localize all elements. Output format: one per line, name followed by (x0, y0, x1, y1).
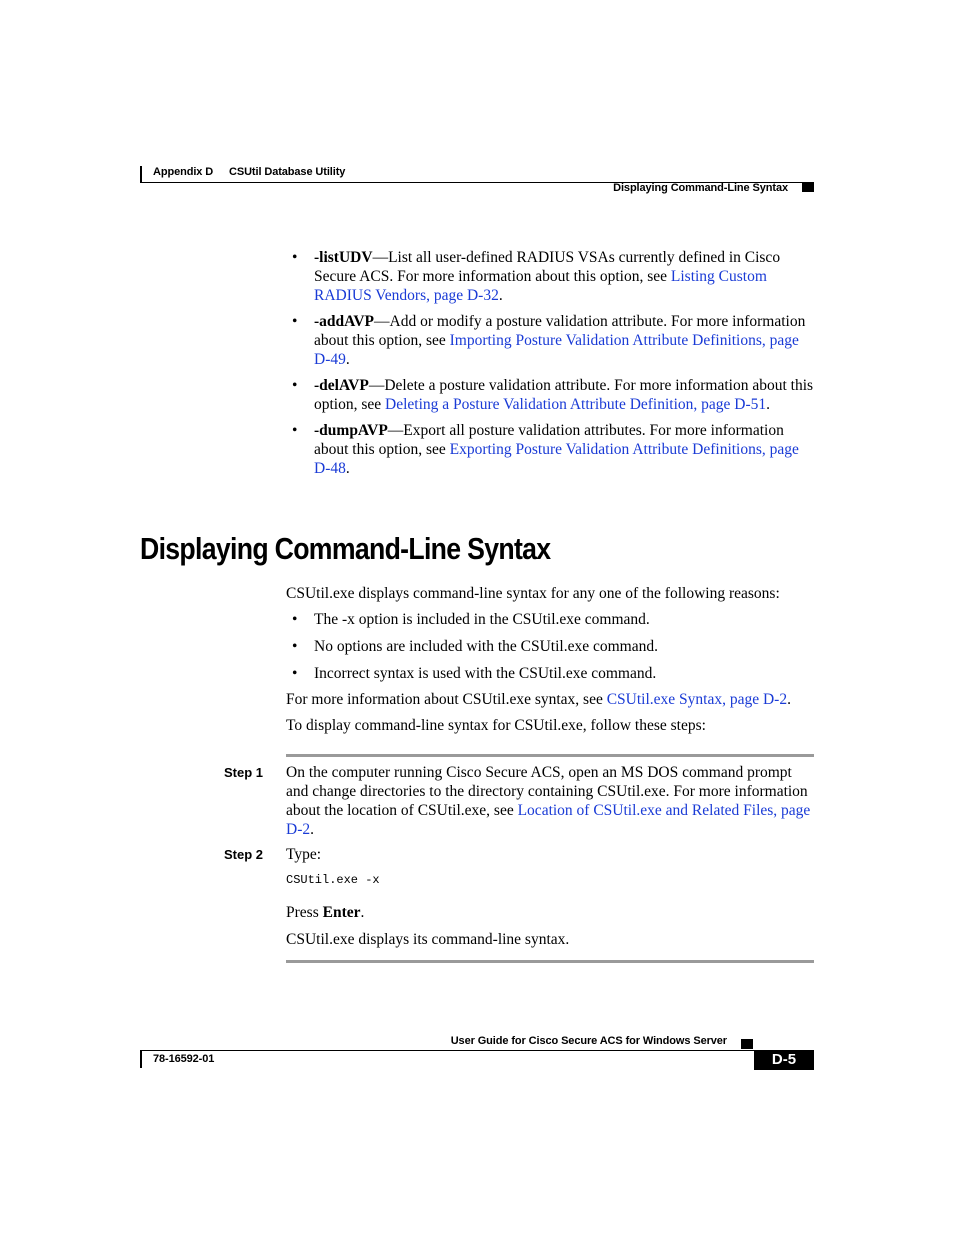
option-desc: —List all user-defined RADIUS VSAs currently defined in Cisco Secure ACS. For more information about this option, see (314, 249, 781, 285)
bullet: • (292, 611, 298, 628)
bullet: • (292, 422, 298, 439)
section-heading: Displaying Command-Line Syntax (140, 531, 551, 566)
intro-paragraph: CSUtil.exe displays command-line syntax for any one of the following reasons: (286, 585, 780, 602)
more-info-paragraph: For more information about CSUtil.exe syntax, see CSUtil.exe Syntax, page D-2. (286, 691, 791, 708)
syntax-link[interactable]: CSUtil.exe Syntax, page D-2 (606, 691, 788, 708)
press-enter-text: Press Enter. (286, 904, 365, 921)
command-example: CSUtil.exe -x (286, 873, 380, 887)
option-name: -addAVP (314, 313, 375, 330)
option-desc: —Delete a posture validation attribute. For more information about this option, see (314, 377, 814, 413)
bullet: • (292, 665, 298, 682)
bullet: • (292, 313, 298, 330)
steps-intro: To display command-line syntax for CSUtil.exe, follow these steps: (286, 717, 706, 734)
header-left-bar (140, 166, 142, 183)
header-appendix: Appendix D (153, 166, 214, 178)
cross-reference-link[interactable]: Importing Posture Validation Attribute Definitions, page D-49 (314, 332, 799, 368)
cross-reference-link[interactable]: Listing Custom RADIUS Vendors, page D-32 (314, 268, 767, 304)
option-name: -listUDV (314, 249, 373, 266)
procedure-bottom-rule (286, 960, 814, 963)
header-chapter-title: CSUtil Database Utility (229, 166, 346, 178)
location-link[interactable]: Location of CSUtil.exe and Related Files, page D-2 (286, 802, 811, 838)
cross-reference-link[interactable]: Deleting a Posture Validation Attribute Definition, page D-51 (385, 396, 767, 413)
list-item: • -addAVP—Add or modify a posture validation attribute. For more information about this option, see Importing Posture Validation Attribute Definitions, page D-49. (292, 313, 806, 368)
result-text: CSUtil.exe displays its command-line syntax. (286, 931, 570, 948)
list-item: • -listUDV—List all user-defined RADIUS VSAs currently defined in Cisco Secure ACS. For more information about this option, see Listing Custom RADIUS Vendors, page D-32. (292, 249, 781, 304)
header-square-marker (802, 182, 814, 192)
option-name: -delAVP (314, 377, 369, 394)
footer-square-marker (741, 1039, 753, 1049)
footer-doc-number: 78-16592-01 (153, 1053, 215, 1065)
step-2-label: Step 2 (224, 847, 264, 862)
header-section: Displaying Command-Line Syntax (613, 182, 788, 194)
list-item: • No options are included with the CSUtil.exe command. (292, 638, 658, 655)
step-2-text: Type: (286, 846, 322, 863)
footer-guide-title: User Guide for Cisco Secure ACS for Windows Server (450, 1035, 727, 1047)
footer-left-bar (140, 1050, 142, 1068)
cross-reference-link[interactable]: Exporting Posture Validation Attribute Definitions, page D-48 (314, 441, 799, 477)
footer-rule (140, 1050, 814, 1051)
option-name: -dumpAVP (314, 422, 388, 439)
procedure-top-rule (286, 754, 814, 757)
enter-key: Enter (322, 904, 361, 921)
step-1-text: On the computer running Cisco Secure ACS, open an MS DOS command prompt and change directories to the directory containing CSUtil.exe. For more information about the location of CSUtil.exe, see Location of CSUtil.exe and Related Files, page D-2. (286, 764, 811, 838)
bullet: • (292, 249, 298, 266)
page-number: D-5 (771, 1051, 797, 1068)
option-desc: —Export all posture validation attributes. For more information about this option, see (314, 422, 784, 458)
option-desc: —Add or modify a posture validation attribute. For more information about this option, see (314, 313, 806, 349)
bullet: • (292, 638, 298, 655)
page-number-box (754, 1050, 814, 1070)
list-item: • -delAVP—Delete a posture validation attribute. For more information about this option, see Deleting a Posture Validation Attribute Definition, page D-51. (292, 377, 814, 413)
list-item: • The -x option is included in the CSUtil.exe command. (292, 611, 650, 628)
options-list (292, 248, 817, 478)
step-1-label: Step 1 (224, 765, 264, 780)
bullet: • (292, 377, 298, 394)
list-item: • Incorrect syntax is used with the CSUtil.exe command. (292, 665, 657, 682)
list-item: • -dumpAVP—Export all posture validation attributes. For more information about this option, see Exporting Posture Validation Attribute Definitions, page D-48. (292, 422, 799, 477)
reasons-list (292, 610, 817, 683)
